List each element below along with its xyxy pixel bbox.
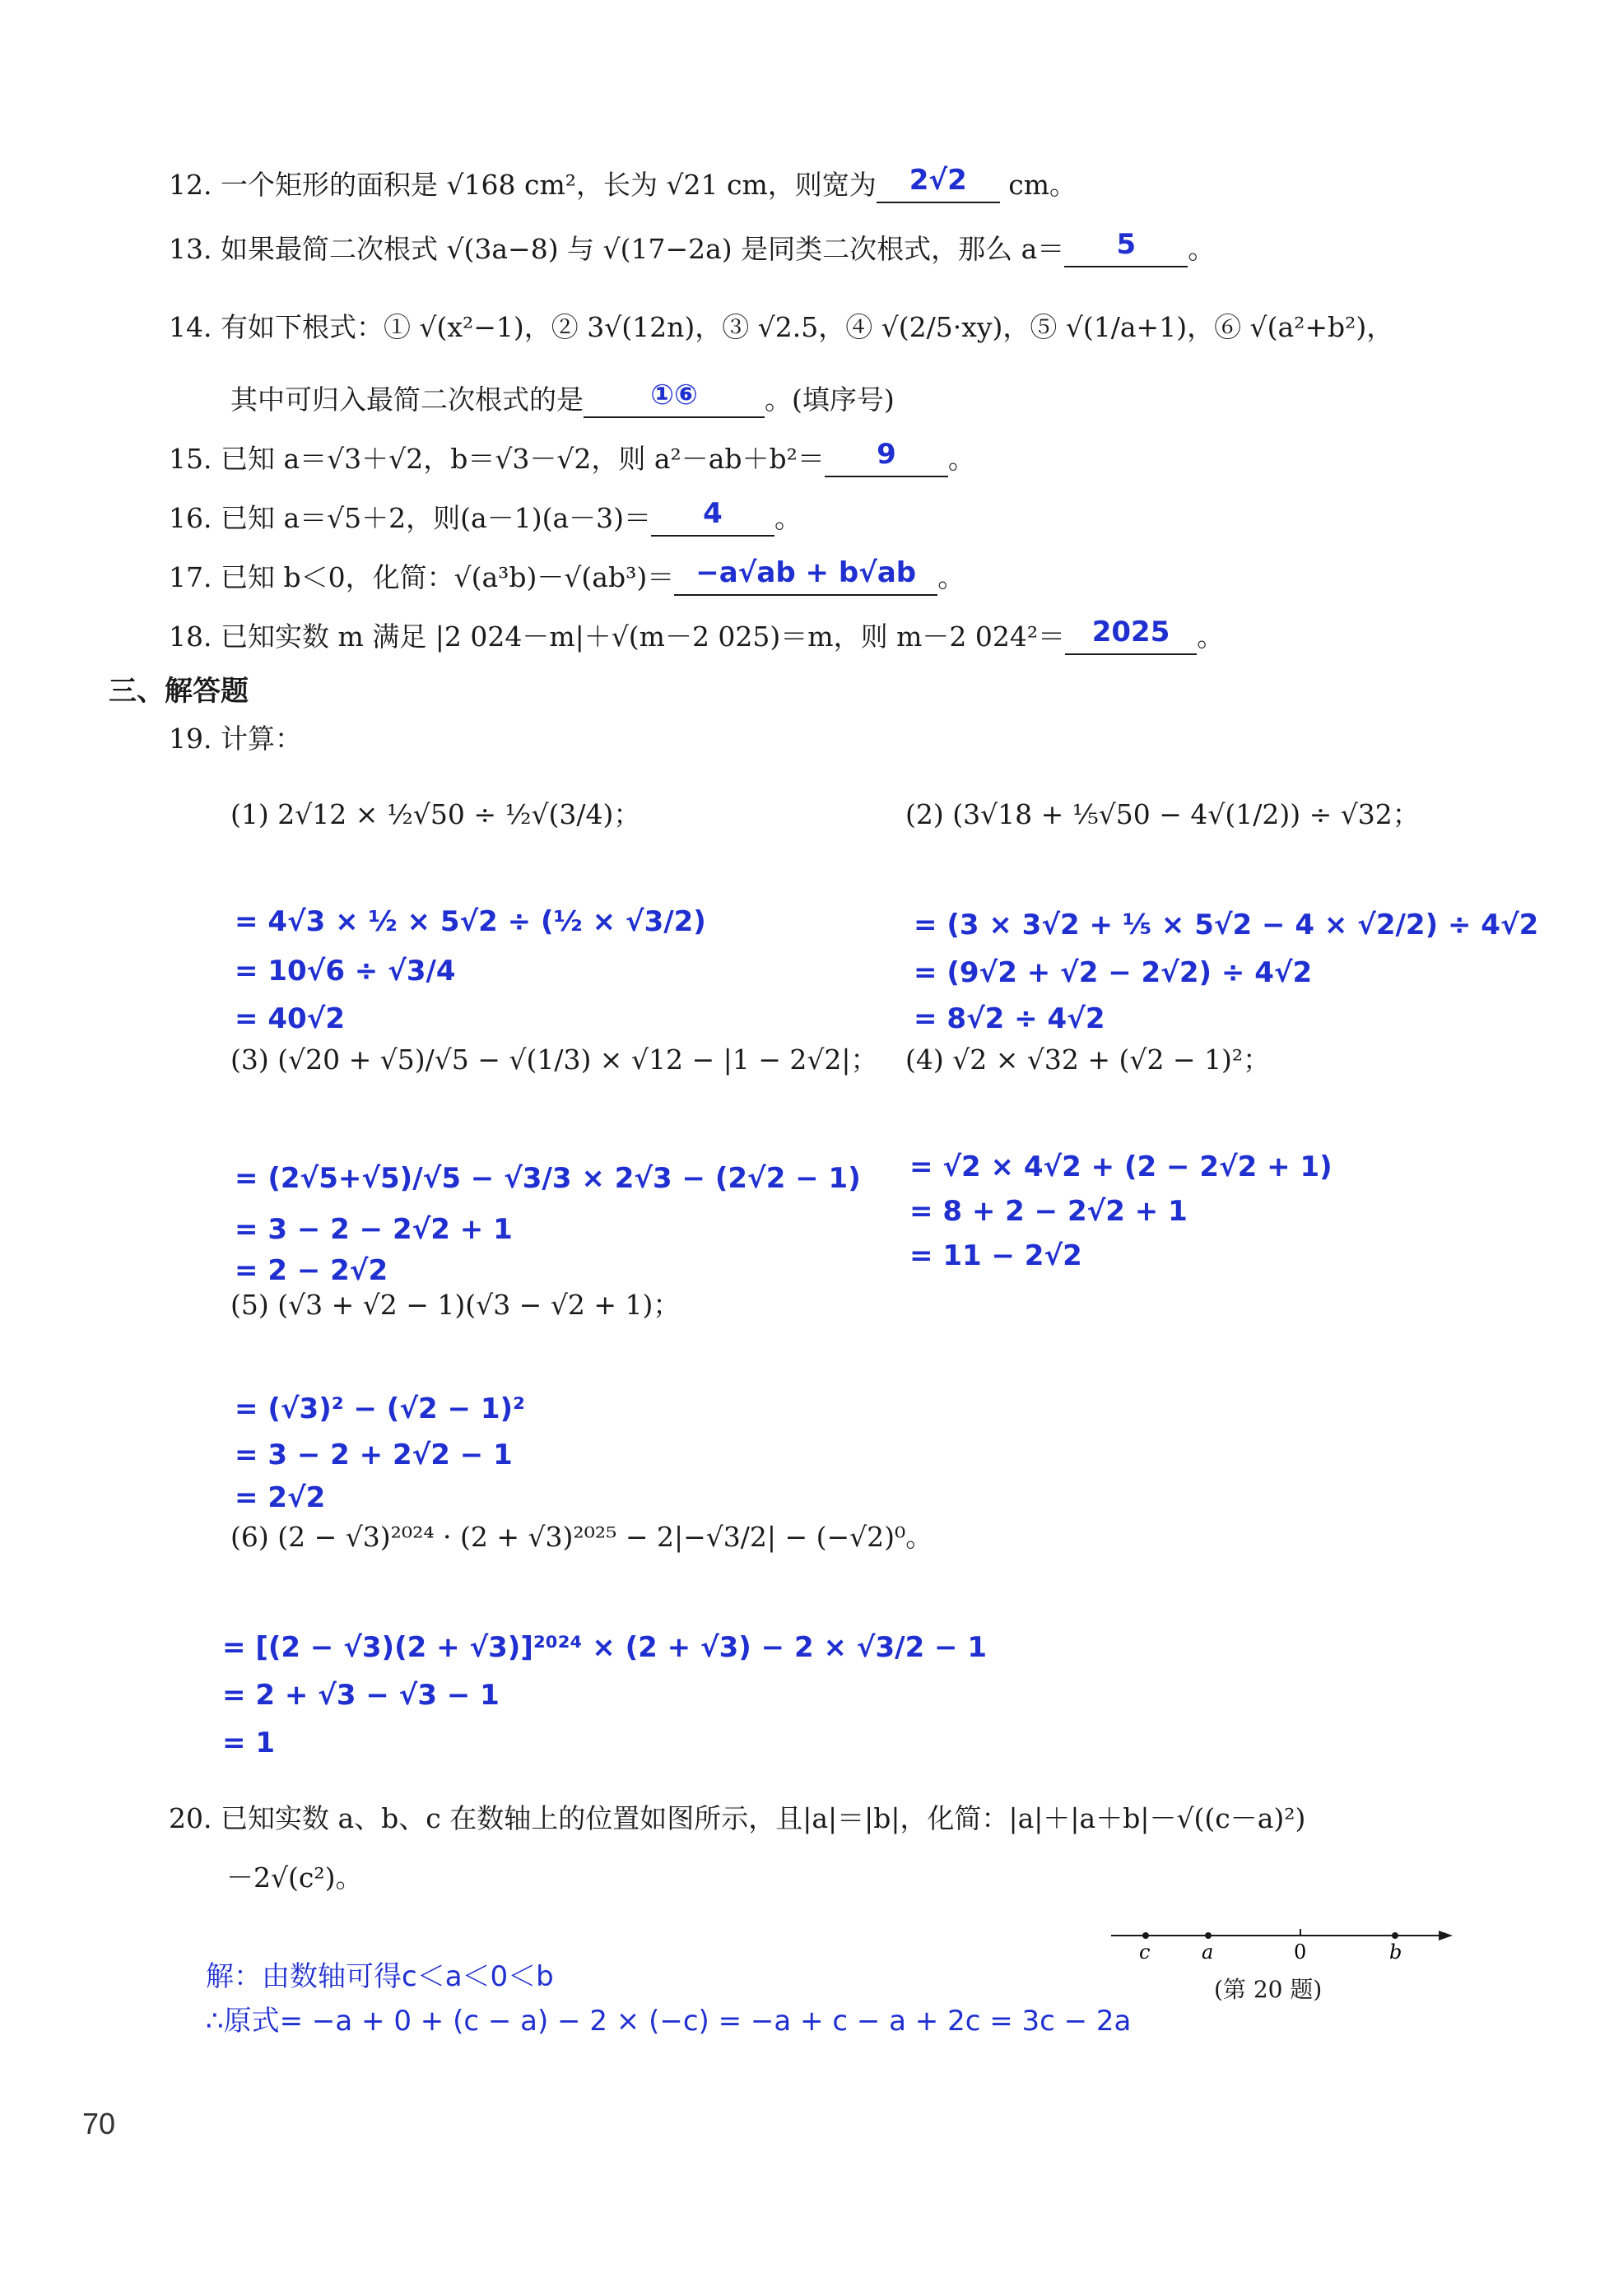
- question-number: 15.: [169, 443, 212, 475]
- question-19-title: 19. 计算：: [169, 723, 302, 755]
- handwritten-answer: 2√2: [909, 164, 967, 197]
- point-b: [1392, 1932, 1398, 1939]
- point-a: [1205, 1932, 1212, 1939]
- q19-part6-prompt: (6) (2 − √3)²⁰²⁴ · (2 + √3)²⁰²⁵ − 2|−√3/2| − (−√2)⁰。: [230, 1521, 933, 1553]
- question-17: [169, 556, 965, 596]
- question-number: 14.: [169, 311, 212, 343]
- question-suffix: cm。: [999, 169, 1077, 201]
- q19-part1-step: = 40√2: [235, 1002, 345, 1035]
- question-text: 已知 a＝√3＋√2，b＝√3－√2，则 a²－ab＋b²＝: [220, 443, 825, 475]
- q19-part4-step: = 11 − 2√2: [909, 1239, 1082, 1272]
- q20-solution-line1: 解：由数轴可得c＜a＜0＜b: [206, 1960, 554, 1993]
- q19-part4-prompt: (4) √2 × √32 + (√2 − 1)²；: [905, 1043, 1271, 1076]
- q19-part6-step: = [(2 − √3)(2 + √3)]²⁰²⁴ × (2 + √3) − 2 × √3/2 − 1: [222, 1631, 988, 1664]
- section-title: 三、解答题: [109, 675, 249, 708]
- q19-part5-step: = 3 − 2 + 2√2 − 1: [235, 1438, 513, 1471]
- handwritten-answer: −a√ab + b√ab: [695, 556, 917, 589]
- q19-part5-prompt: (5) (√3 + √2 − 1)(√3 − √2 + 1)；: [230, 1289, 681, 1321]
- q20-solution-line2: ∴原式= −a + 0 + (c − a) − 2 × (−c) = −a + c − a + 2c = 3c − 2a: [206, 2005, 1132, 2038]
- question-text: 有如下根式：① √(x²−1)，② 3√(12n)，③ √2.5，④ √(2/5·xy)，⑤ √(1/a+1)，⑥ √(a²+b²)，: [220, 311, 1394, 343]
- question-16: [169, 497, 802, 537]
- q19-part2-step: = (9√2 + √2 − 2√2) ÷ 4√2: [914, 956, 1313, 989]
- handwritten-answer: 4: [703, 497, 723, 530]
- question-number: 13.: [169, 233, 212, 265]
- answer-blank: [1064, 228, 1188, 267]
- q19-part1-step: = 4√3 × ½ × 5√2 ÷ (½ × √3/2): [235, 905, 706, 938]
- question-number: 16.: [169, 502, 212, 534]
- label-b: b: [1389, 1940, 1402, 1964]
- question-18: [169, 616, 1225, 655]
- question-14-line2: [230, 379, 895, 418]
- question-number: 18.: [169, 620, 212, 653]
- label-a: a: [1202, 1940, 1214, 1964]
- question-14: [169, 311, 1393, 344]
- answer-blank: [651, 497, 774, 537]
- answer-blank: [877, 164, 1000, 203]
- handwritten-answer: 5: [1116, 228, 1137, 261]
- question-suffix: 。(填序号): [765, 383, 895, 416]
- question-suffix: 。: [1188, 233, 1216, 265]
- q19-part2-step: = 8√2 ÷ 4√2: [914, 1002, 1105, 1035]
- point-c: [1142, 1932, 1149, 1939]
- question-number: 17.: [169, 561, 212, 593]
- question-20-line1: 20. 已知实数 a、b、c 在数轴上的位置如图所示，且|a|＝|b|，化简：|a|＋|a＋b|－√((c－a)²): [169, 1802, 1306, 1834]
- q19-part5-step: = 2√2: [235, 1481, 326, 1514]
- question-suffix: 。: [774, 502, 802, 534]
- handwritten-answer: 9: [877, 438, 896, 471]
- question-suffix: 。: [947, 443, 975, 475]
- question-text: 一个矩形的面积是 √168 cm²，长为 √21 cm，则宽为: [220, 169, 877, 201]
- q19-part3-step: = 3 − 2 − 2√2 + 1: [235, 1213, 513, 1246]
- q19-part2-step: = (3 × 3√2 + ⅕ × 5√2 − 4 × √2/2) ÷ 4√2: [914, 909, 1539, 941]
- q19-part3-prompt: (3) (√20 + √5)/√5 − √(1/3) × √12 − |1 − 2√2|；: [230, 1043, 878, 1076]
- answer-blank: [584, 379, 765, 418]
- figure-caption: (第 20 题): [1214, 1976, 1323, 2003]
- q19-part2-prompt: (2) (3√18 + ⅕√50 − 4√(1/2)) ÷ √32；: [905, 798, 1420, 830]
- handwritten-answer: ①⑥: [650, 379, 698, 411]
- q19-part4-step: = √2 × 4√2 + (2 − 2√2 + 1): [909, 1150, 1333, 1183]
- question-text: 其中可归入最简二次根式的是: [230, 383, 584, 416]
- axis-arrow: [1439, 1931, 1453, 1940]
- question-15: [169, 438, 975, 477]
- question-text: 已知 a＝√5＋2，则(a－1)(a－3)＝: [220, 502, 652, 534]
- q19-part1-prompt: (1) 2√12 × ½√50 ÷ ½√(3/4)；: [230, 798, 641, 830]
- question-12: [169, 164, 1077, 203]
- question-13: [169, 228, 1216, 267]
- label-c: c: [1139, 1940, 1151, 1964]
- q19-part4-step: = 8 + 2 − 2√2 + 1: [909, 1195, 1188, 1228]
- answer-blank: [1065, 616, 1197, 655]
- question-text: 已知实数 m 满足 |2 024－m|＋√(m－2 025)＝m，则 m－2 024²＝: [220, 620, 1066, 653]
- answer-blank: [825, 438, 948, 477]
- page-number: 70: [82, 2107, 116, 2140]
- q19-part6-step: = 1: [222, 1727, 275, 1759]
- q19-part5-step: = (√3)² − (√2 − 1)²: [235, 1392, 525, 1425]
- question-suffix: 。: [937, 561, 965, 593]
- q19-part6-step: = 2 + √3 − √3 − 1: [222, 1679, 500, 1712]
- q19-part1-step: = 10√6 ÷ √3/4: [235, 955, 456, 988]
- q19-part3-step: = 2 − 2√2: [235, 1254, 388, 1287]
- question-number: 12.: [169, 169, 212, 201]
- handwritten-answer: 2025: [1091, 616, 1170, 648]
- q19-part3-step: = (2√5+√5)/√5 − √3/3 × 2√3 − (2√2 − 1): [235, 1162, 861, 1195]
- label-origin: 0: [1294, 1940, 1307, 1964]
- question-20-line2: －2√(c²)。: [226, 1861, 363, 1894]
- question-text: 如果最简二次根式 √(3a−8) 与 √(17−2a) 是同类二次根式，那么 a＝: [220, 233, 1065, 265]
- number-line-figure: [1103, 1908, 1465, 1965]
- question-text: 已知 b＜0，化简：√(a³b)－√(ab³)＝: [220, 561, 675, 593]
- question-suffix: 。: [1197, 620, 1225, 653]
- answer-blank: [674, 556, 937, 596]
